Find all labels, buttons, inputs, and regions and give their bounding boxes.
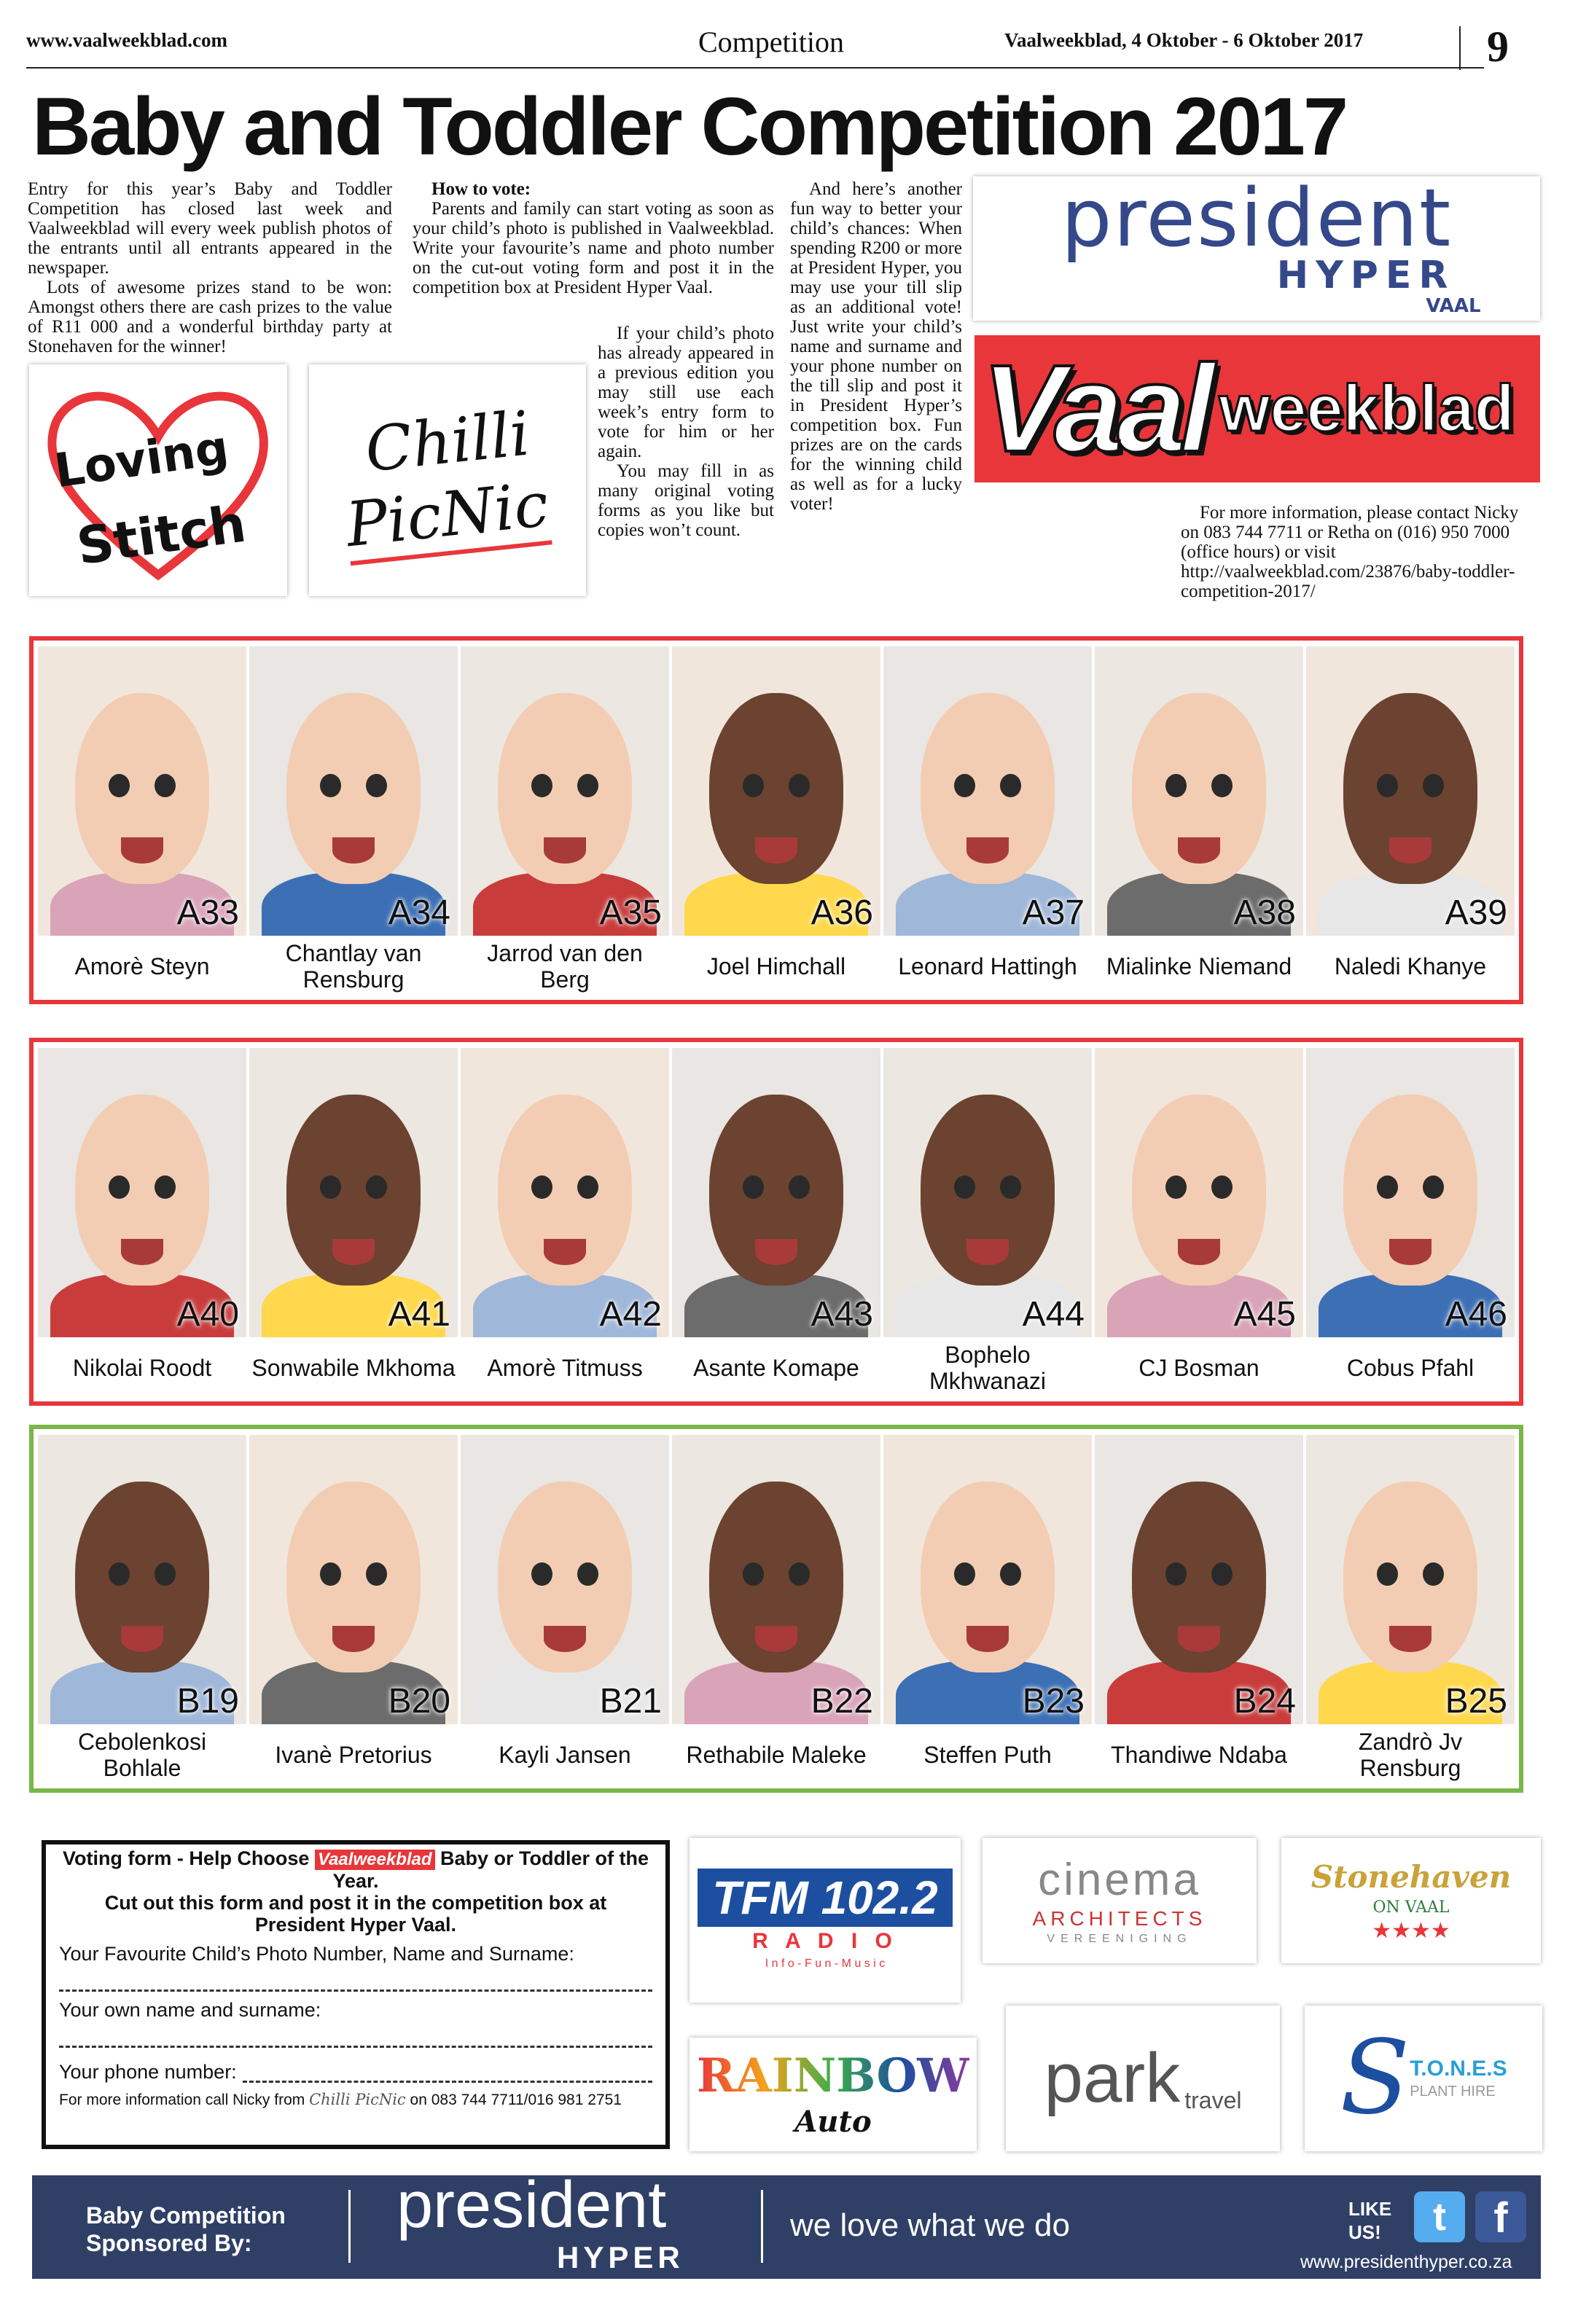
- entry-code: A38: [1233, 893, 1296, 933]
- vaal-wordmark: VAAL: [1426, 295, 1481, 317]
- child-photo: [461, 646, 669, 936]
- entry-code: A37: [1022, 893, 1085, 933]
- entry-card-a36: [672, 646, 880, 994]
- entry-name: Kayli Jansen: [499, 1742, 631, 1769]
- entry-card-a42: [461, 1048, 669, 1396]
- entry-card-b20: [249, 1435, 458, 1783]
- eye: [531, 1562, 552, 1586]
- eye: [743, 1562, 764, 1586]
- article-column-1: [28, 179, 392, 356]
- entry-code: B22: [811, 1682, 873, 1721]
- form-title: [59, 1847, 652, 1892]
- child-photo: [1306, 646, 1515, 936]
- entry-name: Asante Komape: [693, 1355, 859, 1382]
- mouth: [332, 837, 374, 864]
- twitter-icon[interactable]: t: [1414, 2191, 1465, 2242]
- entry-code: A45: [1233, 1295, 1296, 1334]
- entry-name: Amorè Titmuss: [487, 1355, 643, 1382]
- child-photo: [672, 646, 880, 936]
- entry-code: A46: [1445, 1295, 1507, 1334]
- mouth: [966, 837, 1008, 864]
- child-photo: [672, 1048, 880, 1337]
- mouth: [1389, 1239, 1431, 1265]
- page-number: 9: [1487, 23, 1509, 71]
- article-paragraph: Parents and family can start voting as soon as your child’s photo is published in Vaalweekblad. Write your favourite’s name and photo number on the cut-out voting form and post it in the competition box at President Hyper Vaal.: [413, 199, 774, 297]
- entry-code: B19: [176, 1682, 239, 1721]
- entry-card-b21: [461, 1435, 669, 1783]
- travel-wordmark: travel: [1184, 2086, 1242, 2113]
- entry-name: Sonwabile Mkhoma: [251, 1355, 456, 1382]
- mouth: [332, 1239, 374, 1265]
- eye: [743, 1175, 764, 1199]
- entry-name: Thandiwe Ndaba: [1111, 1742, 1287, 1769]
- child-photo: [461, 1048, 669, 1337]
- stitch-text: Stitch: [73, 493, 250, 577]
- chilli-picnic-logo: [309, 364, 586, 596]
- entry-card-a46: [1306, 1048, 1515, 1396]
- entry-group-a33-a39: [29, 636, 1523, 1004]
- entry-code: A40: [176, 1295, 239, 1334]
- eye: [320, 1562, 341, 1586]
- article-column-2b: [598, 324, 774, 540]
- website-link[interactable]: www.presidenthyper.co.za: [1300, 2252, 1512, 2272]
- entry-name: Amorè Steyn: [74, 953, 210, 980]
- form-title-text: Voting form - Help Choose: [62, 1847, 310, 1869]
- mouth: [1178, 1239, 1219, 1265]
- form-info: [59, 2090, 652, 2110]
- entry-code: B20: [388, 1682, 450, 1721]
- page-title: Baby and Toddler Competition 2017: [32, 81, 1347, 172]
- entry-code: A43: [811, 1295, 873, 1334]
- entry-name: Cobus Pfahl: [1346, 1355, 1475, 1382]
- entry-name: Nikolai Roodt: [72, 1355, 212, 1382]
- entry-card-a40: [38, 1048, 246, 1396]
- entry-name: Naledi Khanye: [1334, 953, 1487, 980]
- child-photo: [672, 1435, 880, 1724]
- cinema-wordmark: cinema: [1038, 1855, 1201, 1905]
- entry-code: A42: [599, 1295, 662, 1334]
- form-instruction: Cut out this form and post it in the competition box at President Hyper Vaal.: [104, 1892, 607, 1936]
- eye: [320, 774, 341, 797]
- president-wordmark: president: [1061, 176, 1453, 265]
- tfm-tagline: I n f o - F u n - M u s i c: [765, 1957, 886, 1970]
- entry-card-a41: [249, 1048, 458, 1396]
- article-column-4: [1181, 503, 1539, 601]
- eye: [577, 1562, 598, 1586]
- phone-row: [59, 2061, 652, 2083]
- eye: [1165, 1175, 1187, 1199]
- mouth: [544, 837, 585, 864]
- eye: [1000, 774, 1021, 797]
- eye: [1165, 1562, 1187, 1586]
- child-photo: [461, 1435, 669, 1724]
- child-photo: [883, 646, 1092, 936]
- child-photo: [1095, 646, 1303, 936]
- sponsored-by-label: Baby Competition Sponsored By:: [86, 2202, 286, 2256]
- entry-card-a39: [1306, 646, 1515, 994]
- weekblad-wordmark: weekblad: [1219, 372, 1515, 445]
- architects-wordmark: ARCHITECTS: [1032, 1907, 1207, 1930]
- eye: [789, 774, 810, 797]
- vaalweekblad-mini-logo: Vaalweekblad: [315, 1850, 435, 1870]
- child-photo: [883, 1435, 1092, 1724]
- website-url: www.vaalweekblad.com: [26, 29, 227, 51]
- mouth: [966, 1626, 1008, 1652]
- mouth: [966, 1239, 1008, 1265]
- child-photo: [1095, 1048, 1303, 1337]
- footer-divider: [348, 2190, 351, 2263]
- cinema-architects-logo: [983, 1838, 1257, 1963]
- eye: [366, 1562, 387, 1586]
- like-us-label: LIKE US!: [1348, 2198, 1392, 2243]
- eye: [155, 1562, 176, 1586]
- mouth: [121, 1626, 163, 1652]
- loving-stitch-logo: [29, 364, 287, 596]
- vaal-wordmark: Vaal: [982, 340, 1209, 478]
- own-name-field[interactable]: [59, 2021, 652, 2048]
- child-photo: [1306, 1435, 1515, 1724]
- entry-code: A41: [388, 1295, 450, 1334]
- eye: [366, 774, 387, 797]
- eye: [577, 1175, 598, 1199]
- entry-card-b24: [1095, 1435, 1303, 1783]
- entry-name: Rethabile Maleke: [686, 1742, 867, 1769]
- child-photo: [1306, 1048, 1515, 1337]
- entry-code: A44: [1022, 1295, 1085, 1334]
- mouth: [755, 837, 797, 864]
- mouth: [544, 1626, 585, 1652]
- rainbow-wordmark: RAINBOW: [696, 2049, 970, 2103]
- entry-name: Mialinke Niemand: [1106, 953, 1292, 980]
- eye: [1423, 774, 1444, 797]
- article-paragraph: If your child’s photo has already appeared in a previous edition you may still use each week’s entry form to vote for him or her again.: [598, 324, 774, 461]
- article-paragraph: Entry for this year’s Baby and Toddler Competition has closed last week and Vaalweekblad will every week publish photos of the entrants until all entrants appeared in the newspaper.: [28, 179, 392, 278]
- vereeniging-wordmark: VEREENIGING: [1047, 1933, 1192, 1945]
- chilli-text: Chilli: [362, 397, 534, 486]
- eye: [109, 1562, 130, 1586]
- section-label: Competition: [698, 26, 844, 58]
- article-column-2: [413, 179, 774, 297]
- child-photo: [883, 1048, 1092, 1337]
- eye: [109, 774, 130, 797]
- entry-code: A33: [176, 893, 239, 933]
- on-vaal-wordmark: ON VAAL: [1372, 1898, 1450, 1917]
- favourite-child-label: Your Favourite Child’s Photo Number, Name and Surname:: [59, 1943, 574, 1965]
- mouth: [332, 1626, 374, 1652]
- entry-code: A36: [811, 893, 873, 933]
- entry-name: Chantlay van Rensburg: [285, 940, 422, 993]
- entry-code: A39: [1445, 893, 1507, 933]
- eye: [531, 774, 552, 797]
- entry-name: Jarrod van den Berg: [487, 940, 643, 993]
- entry-card-b23: [883, 1435, 1092, 1783]
- vaalweekblad-logo: [974, 335, 1540, 482]
- eye: [109, 1175, 130, 1199]
- eye: [1211, 774, 1233, 797]
- picnic-text: PicNic: [343, 468, 552, 566]
- child-photo: [1095, 1435, 1303, 1724]
- mouth: [121, 1239, 163, 1265]
- mouth: [1389, 1626, 1431, 1652]
- stones-plant-hire-logo: [1305, 2006, 1542, 2151]
- entry-card-a45: [1095, 1048, 1303, 1396]
- rainbow-auto-logo: [690, 2038, 977, 2151]
- child-photo: [38, 1048, 246, 1337]
- mouth: [755, 1239, 797, 1265]
- hyper-footer-wordmark: HYPER: [557, 2240, 684, 2274]
- entry-name: CJ Bosman: [1138, 1355, 1259, 1382]
- entry-code: B23: [1022, 1682, 1085, 1721]
- entry-name: Leonard Hattingh: [898, 953, 1077, 980]
- mouth: [1178, 1626, 1219, 1652]
- sponsor-footer: [32, 2169, 1541, 2279]
- eye: [1423, 1175, 1444, 1199]
- auto-wordmark: Auto: [794, 2105, 872, 2139]
- mouth: [1178, 837, 1219, 864]
- contact-info: For more information, please contact Nicky on 083 744 7711 or Retha on (016) 950 7000 (office hours) or visit http://vaalweekblad.com/23876/baby-toddler-competition-2017/: [1181, 503, 1519, 601]
- park-travel-logo: [1006, 2006, 1280, 2151]
- eye: [155, 1175, 176, 1199]
- eye: [320, 1175, 341, 1199]
- child-photo: [249, 1435, 458, 1724]
- facebook-icon[interactable]: f: [1475, 2191, 1526, 2242]
- entry-code: B21: [599, 1682, 662, 1721]
- eye: [1377, 1562, 1398, 1586]
- entry-card-a38: [1095, 646, 1303, 994]
- chilli-picnic-mini-logo: Chilli PicNic: [309, 2091, 406, 2108]
- voting-form[interactable]: [42, 1840, 670, 2149]
- footer-divider: [761, 2190, 763, 2263]
- park-wordmark: park: [1044, 2039, 1181, 2117]
- header-divider: [1459, 26, 1461, 70]
- heart-icon: [34, 371, 282, 590]
- slogan: we love what we do: [790, 2207, 1070, 2243]
- eye: [743, 774, 764, 797]
- article-paragraph: Lots of awesome prizes stand to be won: Amongst others there are cash prizes to the value of R11 000 and a wonderful birthday party at Stonehaven for the winner!: [28, 278, 392, 356]
- loving-text: Loving: [51, 420, 233, 499]
- issue-date: Vaalweekblad, 4 Oktober - 6 Oktober 2017: [1004, 29, 1364, 51]
- entry-name: Joel Himchall: [706, 953, 846, 980]
- eye: [1211, 1562, 1233, 1586]
- eye: [1165, 774, 1187, 797]
- entry-code: B25: [1445, 1682, 1507, 1721]
- entry-code: B24: [1233, 1682, 1296, 1721]
- eye: [954, 1562, 975, 1586]
- entry-name: Cebolenkosi Bohlale: [77, 1729, 207, 1782]
- entry-card-a34: [249, 646, 458, 994]
- eye: [155, 774, 176, 797]
- entry-name: Zandrò Jv Rensburg: [1358, 1729, 1463, 1782]
- tfm-wordmark: TFM 102.2: [698, 1869, 952, 1927]
- info-phone: on 083 744 7711/016 981 2751: [410, 2092, 622, 2108]
- favourite-child-field[interactable]: [59, 1965, 652, 1992]
- child-photo: [38, 646, 246, 936]
- entry-name: Steffen Puth: [923, 1742, 1052, 1769]
- plant-hire-wordmark: PLANT HIRE: [1410, 2084, 1496, 2100]
- form-title-text: Baby or Toddler of the Year.: [332, 1847, 649, 1892]
- president-footer-wordmark: president: [397, 2169, 667, 2242]
- eye: [531, 1175, 552, 1199]
- s-letter-icon: S: [1340, 2019, 1410, 2137]
- eye: [1423, 1562, 1444, 1586]
- eye: [789, 1175, 810, 1199]
- eye: [1377, 1175, 1398, 1199]
- phone-label: Your phone number:: [59, 2061, 237, 2083]
- entry-name: Bophelo Mkhwanazi: [929, 1342, 1047, 1395]
- article-column-3: [790, 179, 962, 514]
- entry-name: Ivanè Pretorius: [275, 1742, 432, 1769]
- entry-code: A34: [388, 893, 450, 933]
- entry-card-b25: [1306, 1435, 1515, 1783]
- stonehaven-logo: [1281, 1838, 1541, 1963]
- article-paragraph: You may fill in as many original voting forms as you like but copies won’t count.: [598, 461, 774, 540]
- eye: [954, 1175, 975, 1199]
- entry-card-a43: [672, 1048, 880, 1396]
- entry-group-b19-b25: [29, 1425, 1523, 1793]
- child-photo: [249, 1048, 458, 1337]
- president-hyper-logo: [973, 176, 1540, 321]
- stonehaven-wordmark: Stonehaven: [1311, 1859, 1512, 1895]
- entry-card-a44: [883, 1048, 1092, 1396]
- eye: [789, 1562, 810, 1586]
- eye: [954, 774, 975, 797]
- entry-card-b22: [672, 1435, 880, 1783]
- own-name-label: Your own name and surname:: [59, 1999, 321, 2021]
- child-photo: [38, 1435, 246, 1724]
- info-text: For more information call Nicky from: [59, 2092, 305, 2108]
- radio-wordmark: R A D I O: [752, 1929, 898, 1953]
- mouth: [544, 1239, 585, 1265]
- phone-field[interactable]: [243, 2061, 652, 2083]
- eye: [1377, 774, 1398, 797]
- child-photo: [249, 646, 458, 936]
- entry-card-a37: [883, 646, 1092, 994]
- eye: [1000, 1175, 1021, 1199]
- entry-code: A35: [599, 893, 662, 933]
- eye: [1211, 1175, 1233, 1199]
- article-paragraph: And here’s another fun way to better your child’s chances: When spending R200 or more at President Hyper, you may use your till slip as an additional vote! Just write your child’s name and surname and your phone number on the till slip and post it in President Hyper’s competition box. Fun prizes are on the cards for the winning child as well as for a lucky voter!: [790, 179, 962, 514]
- eye: [1000, 1562, 1021, 1586]
- entry-group-a40-a46: [29, 1038, 1523, 1406]
- entry-card-a33: [38, 646, 246, 994]
- entry-card-a35: [461, 646, 669, 994]
- stars-icon: ★★★★: [1372, 1918, 1450, 1944]
- mouth: [1389, 837, 1431, 864]
- how-to-vote-heading: How to vote:: [431, 179, 531, 199]
- mouth: [121, 837, 163, 864]
- hyper-wordmark: HYPER: [1276, 254, 1456, 297]
- mouth: [755, 1626, 797, 1652]
- tfm-radio-logo: [690, 1838, 961, 2003]
- entry-card-b19: [38, 1435, 246, 1783]
- eye: [366, 1175, 387, 1199]
- header-rule: [26, 67, 1484, 69]
- stones-wordmark: T.O.N.E.S: [1410, 2057, 1507, 2081]
- eye: [577, 774, 598, 797]
